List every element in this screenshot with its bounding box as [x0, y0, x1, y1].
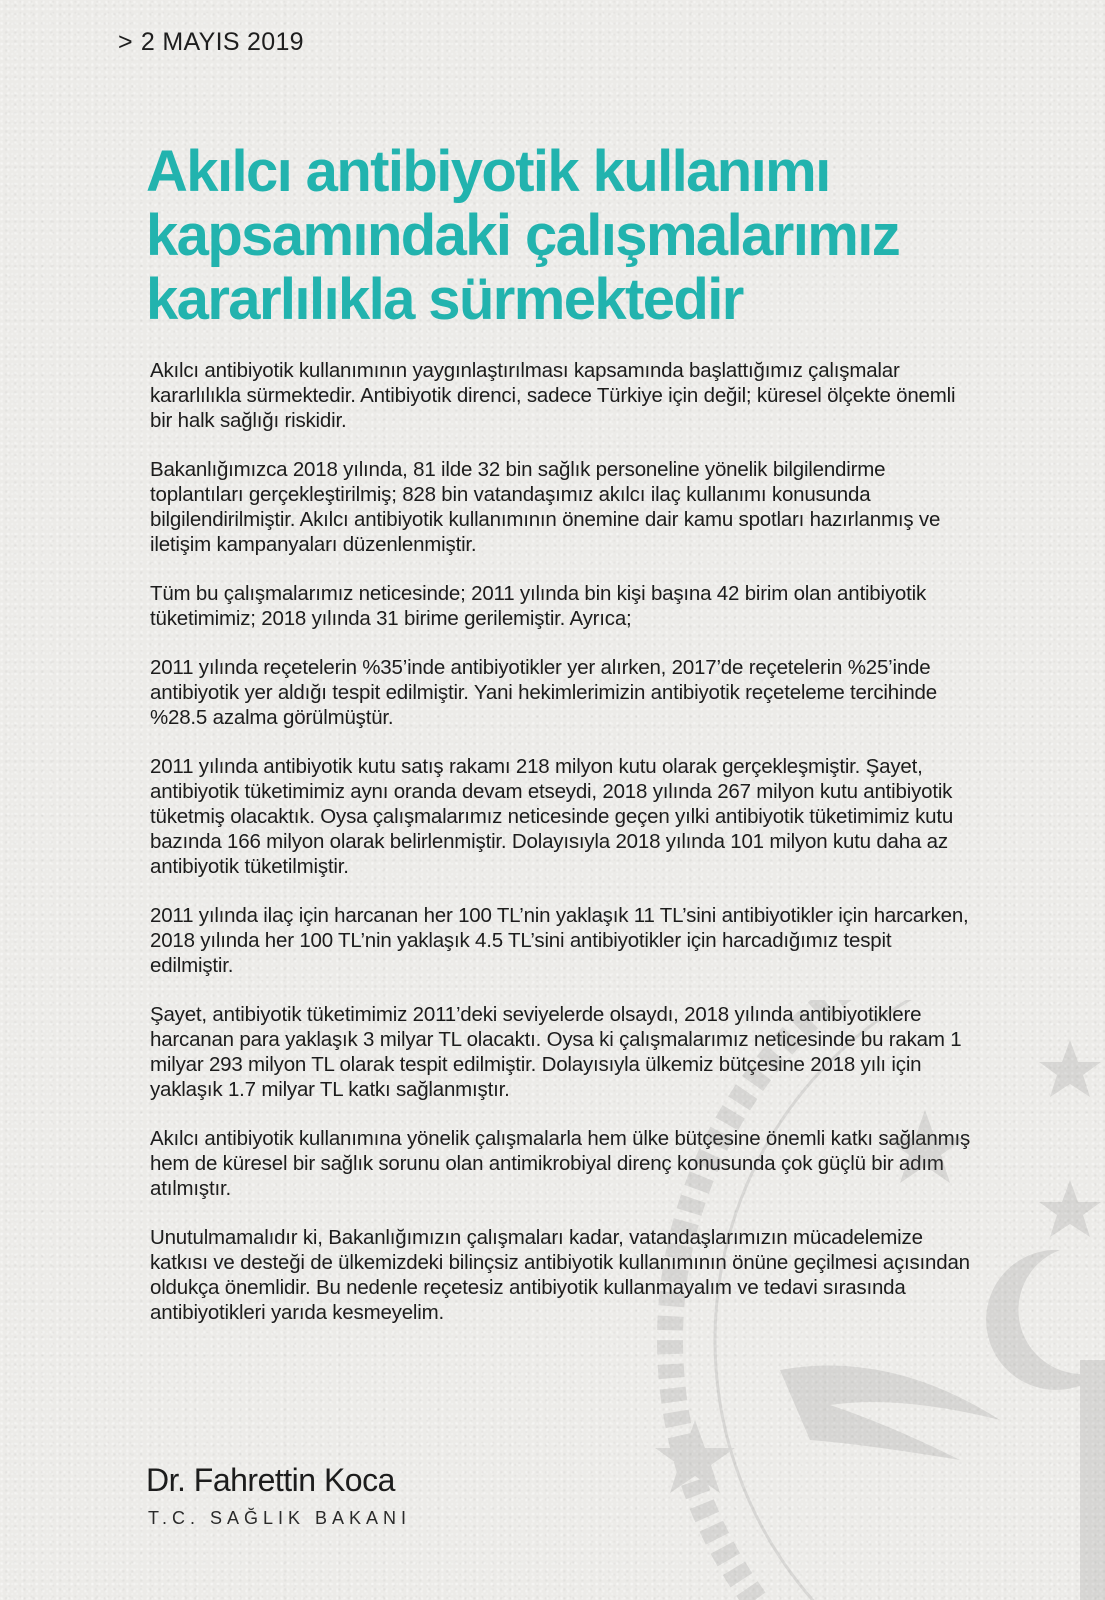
paragraph: 2011 yılında antibiyotik kutu satış rakamı 218 milyon kutu olarak gerçekleşmiştir. Şayet, antibiyotik tüketimimiz aynı oranda devam etseydi, 2018 yılında 267 milyon kutu antibiyotik tüketmiş olacaktık. Oysa çalışmalarımız neticesinde geçen yılki antibiyotik tüketimimiz kutu bazında 166 milyon olarak belirlenmiştir. Dolayısıyla 2018 yılında 101 milyon kutu daha az antibiyotik tüketilmiştir.: [150, 755, 954, 878]
paragraph: 2011 yılında ilaç için harcanan her 100 TL’nin yaklaşık 11 TL’sini antibiyotikler için harcarken, 2018 yılında her 100 TL’nin yaklaşık 4.5 TL’sini antibiyotikler için harcadığımız tespit edilmiştir.: [150, 904, 969, 977]
paragraph: Akılcı antibiyotik kullanımına yönelik çalışmalarla hem ülke bütçesine önemli katkı sağlanmış hem de küresel bir sağlık sorunu olan antimikrobiyal direnç konusunda çok güçlü bir adım atılmıştır.: [150, 1127, 970, 1200]
paragraph: Bakanlığımızca 2018 yılında, 81 ilde 32 bin sağlık personeline yönelik bilgilendirme toplantıları gerçekleştirilmiş; 828 bin vatandaşımız akılcı ilaç kullanımı konusunda bilgilendirilmiştir. Akılcı antibiyotik kullanımının önemine dair kamu spotları hazırlanmış ve iletişim kampanyaları düzenlenmiştir.: [150, 458, 941, 556]
publish-date: 2 MAYIS 2019: [140, 28, 304, 56]
title-line: Akılcı antibiyotik kullanımı: [146, 139, 830, 204]
chevron-right-icon: >: [118, 28, 133, 56]
paragraph: Tüm bu çalışmalarımız neticesinde; 2011 yılında bin kişi başına 42 birim olan antibiyotik tüketimimiz; 2018 yılında 31 birime gerilemiştir. Ayrıca;: [150, 582, 927, 630]
title-line: kapsamındaki çalışmalarımız: [146, 203, 900, 268]
title-line: kararlılıkla sürmektedir: [146, 267, 743, 332]
page-title: [146, 140, 1026, 332]
signature-name: Dr. Fahrettin Koca: [146, 1462, 395, 1498]
ministry-emblem-icon: [600, 1000, 1105, 1600]
signature-title: T.C. SAĞLIK BAKANI: [148, 1508, 412, 1528]
paragraph: Şayet, antibiyotik tüketimimiz 2011’deki seviyelerde olsaydı, 2018 yılında antibiyotiklere harcanan para yaklaşık 3 milyar TL olacaktı. Oysa ki çalışmalarımız neticesinde bu rakam 1 milyar 293 milyon TL olarak tespit edilmiştir. Dolayısıyla ülkemiz bütçesine 2018 yılı için yaklaşık 1.7 milyar TL katkı sağlanmıştır.: [150, 1003, 962, 1101]
paragraph: 2011 yılında reçetelerin %35’inde antibiyotikler yer alırken, 2017’de reçetelerin %25’inde antibiyotik yer aldığı tespit edilmiştir. Yani hekimlerimizin antibiyotik reçeteleme tercihinde %28.5 azalma görülmüştür.: [150, 656, 937, 729]
date-line: [118, 28, 304, 57]
paragraph: Akılcı antibiyotik kullanımının yaygınlaştırılması kapsamında başlattığımız çalışmalar kararlılıkla sürmektedir. Antibiyotik direnci, sadece Türkiye için değil; küresel ölçekte önemli bir halk sağlığı riskidir.: [150, 359, 956, 432]
paragraph: Unutulmamalıdır ki, Bakanlığımızın çalışmaları kadar, vatandaşlarımızın mücadelemize katkısı ve desteği de ülkemizdeki bilinçsiz antibiyotik kullanımının önüne geçilmesi açısından oldukça önemlidir. Bu nedenle reçetesiz antibiyotik kullanmayalım ve tedavi sırasında antibiyotikleri yarıda kesmeyelim.: [150, 1226, 970, 1324]
